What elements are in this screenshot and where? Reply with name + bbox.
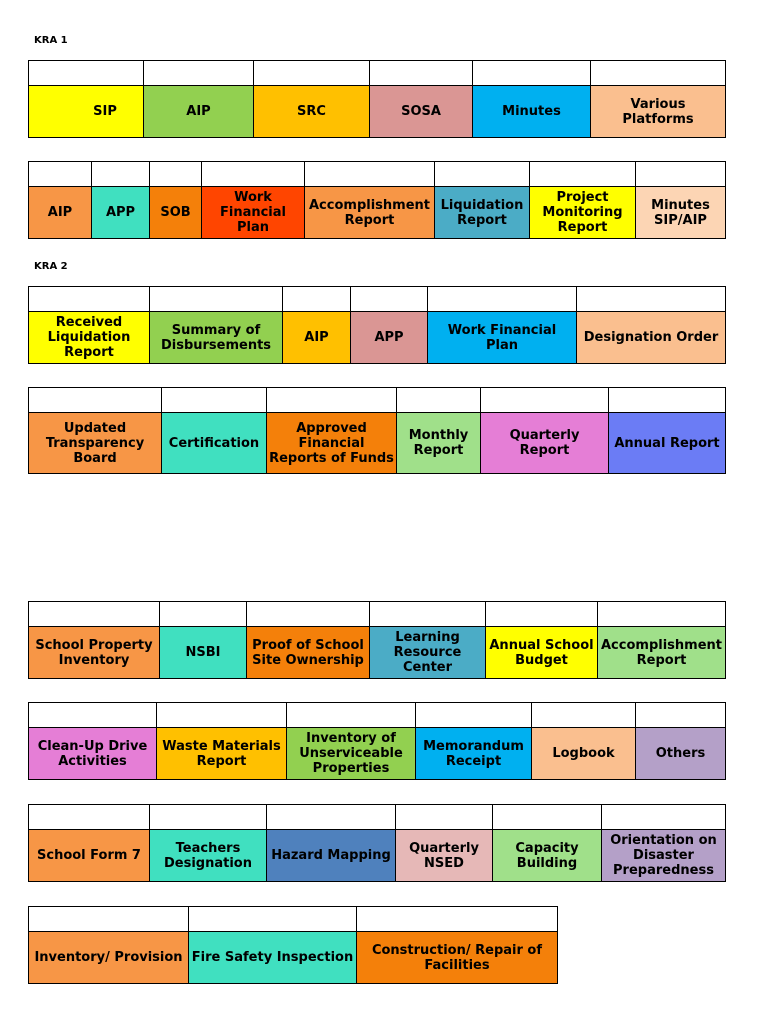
blank-cell[interactable] [435,162,530,187]
clean-up-drive-activities-cell: Clean-Up Drive Activities [29,728,157,780]
work-financial-plan-cell: Work Financial Plan [202,187,305,239]
blank-cell[interactable] [267,805,396,830]
waste-materials-report-cell: Waste Materials Report [157,728,287,780]
annual-report-cell: Annual Report [609,413,726,474]
fire-safety-inspection-cell: Fire Safety Inspection [189,932,357,984]
others-cell: Others [636,728,726,780]
learning-resource-center-cell: Learning Resource Center [370,627,486,679]
blank-cell[interactable] [591,61,726,86]
blank-cell[interactable] [202,162,305,187]
blank-cell[interactable] [370,602,486,627]
blank-cell[interactable] [29,388,162,413]
annual-school-budget-cell: Annual School Budget [486,627,598,679]
table-7 [28,804,726,882]
accomplishment-report-cell: Accomplishment Report [598,627,726,679]
quarterly-report-cell: Quarterly Report [481,413,609,474]
blank-cell[interactable] [162,388,267,413]
liquidation-report-cell: Liquidation Report [435,187,530,239]
inventory-provision-cell: Inventory/ Provision [29,932,189,984]
quarterly-nsed-cell: Quarterly NSED [396,830,493,882]
hazard-mapping-cell: Hazard Mapping [267,830,396,882]
blank-cell[interactable] [29,287,150,312]
sob-cell: SOB [150,187,202,239]
src-cell: SRC [254,86,370,138]
blank-cell[interactable] [486,602,598,627]
teachers-designation-cell: Teachers Designation [150,830,267,882]
monthly-report-cell: Monthly Report [397,413,481,474]
blank-cell[interactable] [305,162,435,187]
blank-cell[interactable] [29,602,160,627]
sip-cell: SIP [29,86,144,138]
blank-cell[interactable] [267,388,397,413]
blank-cell[interactable] [160,602,247,627]
nsbi-cell: NSBI [160,627,247,679]
blank-cell[interactable] [29,61,144,86]
blank-cell[interactable] [598,602,726,627]
blank-cell[interactable] [357,907,558,932]
blank-cell[interactable] [428,287,577,312]
inventory-of-unserviceable-properties-cell: Inventory of Unserviceable Properties [287,728,416,780]
kra1-table-1 [28,60,726,138]
blank-cell[interactable] [29,703,157,728]
kra-2-label: KRA 2 [34,261,68,272]
project-monitoring-report-cell: Project Monitoring Report [530,187,636,239]
designation-order-cell: Designation Order [577,312,726,364]
blank-cell[interactable] [577,287,726,312]
aip-cell: AIP [144,86,254,138]
blank-cell[interactable] [29,162,92,187]
summary-of-disbursements-cell: Summary of Disbursements [150,312,283,364]
app-cell: APP [92,187,150,239]
blank-cell[interactable] [396,805,493,830]
blank-cell[interactable] [150,805,267,830]
construction-repair-of-facilities-cell: Construction/ Repair of Facilities [357,932,558,984]
aip-cell: AIP [283,312,351,364]
accomplishment-report-cell: Accomplishment Report [305,187,435,239]
sosa-cell: SOSA [370,86,473,138]
blank-cell[interactable] [150,287,283,312]
kra1-table-2 [28,161,726,239]
blank-cell[interactable] [473,61,591,86]
updated-transparency-board-cell: Updated Transparency Board [29,413,162,474]
table-6 [28,702,726,780]
approved-financial-reports-cell: Approved Financial Reports of Funds [267,413,397,474]
blank-cell[interactable] [189,907,357,932]
blank-cell[interactable] [29,907,189,932]
blank-cell[interactable] [530,162,636,187]
blank-cell[interactable] [370,61,473,86]
received-liquidation-report-cell: Received Liquidation Report [29,312,150,364]
blank-cell[interactable] [397,388,481,413]
minutes-sip-aip-cell: Minutes SIP/AIP [636,187,726,239]
blank-cell[interactable] [150,162,202,187]
proof-of-school-site-ownership-cell: Proof of School Site Ownership [247,627,370,679]
logbook-cell: Logbook [532,728,636,780]
blank-cell[interactable] [157,703,287,728]
aip-cell: AIP [29,187,92,239]
memorandum-receipt-cell: Memorandum Receipt [416,728,532,780]
school-form-7-cell: School Form 7 [29,830,150,882]
blank-cell[interactable] [92,162,150,187]
blank-cell[interactable] [636,703,726,728]
kra2-table-2 [28,387,726,474]
blank-cell[interactable] [609,388,726,413]
kra2-table-1 [28,286,726,364]
blank-cell[interactable] [493,805,602,830]
blank-cell[interactable] [29,805,150,830]
blank-cell[interactable] [247,602,370,627]
table-8 [28,906,558,984]
blank-cell[interactable] [351,287,428,312]
kra-1-label: KRA 1 [34,35,68,46]
minutes-cell: Minutes [473,86,591,138]
table-5 [28,601,726,679]
blank-cell[interactable] [602,805,726,830]
blank-cell[interactable] [254,61,370,86]
blank-cell[interactable] [416,703,532,728]
work-financial-plan-cell: Work Financial Plan [428,312,577,364]
app-cell: APP [351,312,428,364]
blank-cell[interactable] [481,388,609,413]
blank-cell[interactable] [636,162,726,187]
blank-cell[interactable] [283,287,351,312]
various-platforms-cell: Various Platforms [591,86,726,138]
blank-cell[interactable] [287,703,416,728]
blank-cell[interactable] [532,703,636,728]
orientation-on-disaster-preparedness-cell: Orientation on Disaster Preparedness [602,830,726,882]
capacity-building-cell: Capacity Building [493,830,602,882]
certification-cell: Certification [162,413,267,474]
school-property-inventory-cell: School Property Inventory [29,627,160,679]
blank-cell[interactable] [144,61,254,86]
